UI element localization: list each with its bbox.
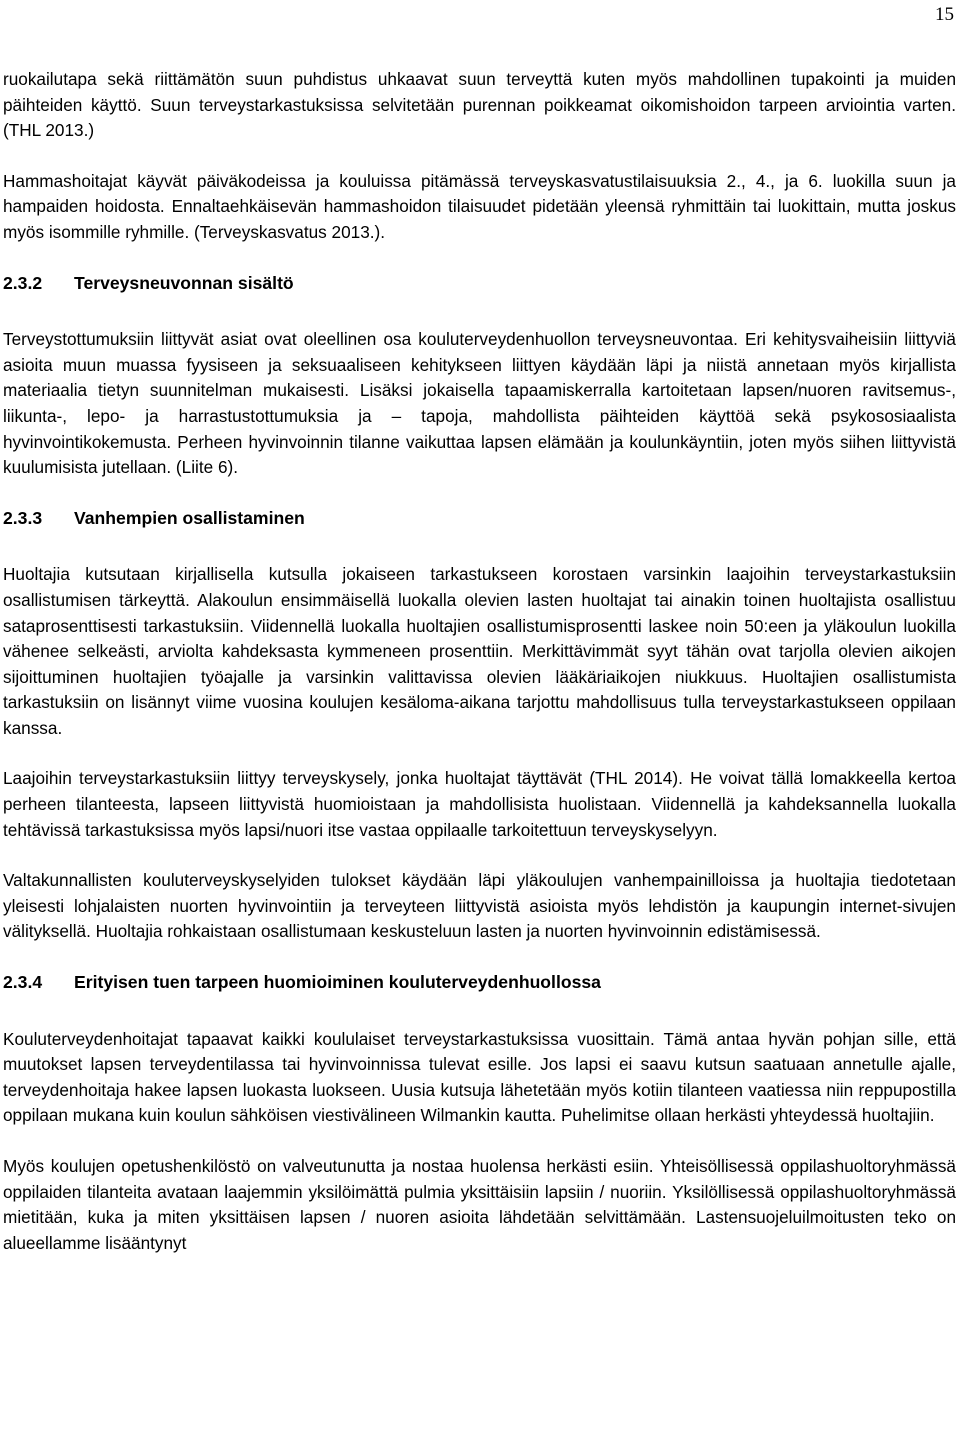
paragraph: Laajoihin terveystarkastuksiin liittyy terveyskysely, jonka huoltajat täyttävät (THL 2014). He voivat tällä lomakkeella kertoa perheen tilanteesta, lapseen liittyvistä huomioistaan ja mahdollisista huolistaan. Viidennellä ja kahdeksannella luokalla tehtävissä tarkastuksissa myös lapsi/nuori itse vastaa oppilaalle tarkoitettuun terveyskyselyyn. xyxy=(3,768,956,840)
paragraph: Huoltajia kutsutaan kirjallisella kutsulla jokaiseen tarkastukseen korostaen varsinkin laajoihin terveystarkastuksiin osallistumisen tärkeyttä. Alakoulun ensimmäisellä luokalla olevien lasten huoltajat tai ainakin toinen huoltajista osallistuu sataprosenttisesti tarkastuksiin. Viidennellä luokalla huoltajien osallistumisprosentti laskee noin 50:een ja yläkoulun luokilla vähenee selkeästi, arviolta kahdeksasta kymmeneen prosenttiin. Merkittävimmät syyt tähän ovat tarjolla olevien aikojen sijoittuminen huoltajien työajalle ja varsinkin valittavissa olevien lääkäriaikojen niukkuus. Huoltajien osallistumista tarkastuksiin on lisännyt viime vuosina koulujen kesäloma-aikana tarjottu mahdollisuus tulla terveystarkastukseen oppilaan kanssa. xyxy=(3,564,956,738)
section-heading-2-3-2 xyxy=(3,271,956,297)
section-number: 2.3.2 xyxy=(3,272,43,293)
paragraph: Myös koulujen opetushenkilöstö on valveutunutta ja nostaa huolensa herkästi esiin. Yhteisöllisessä oppilashuoltoryhmässä oppilaiden tilanteita avataan laajemmin yksilöimättä pulmia yksittäisiin lapsiin / nuoriin. Yksilöllisessä oppilashuoltoryhmässä mietitään, kuka ja miten yksittäisen lapsen / nuoren asioita lähdetään selvittämään. Lastensuojeluilmoitusten teko on alueellamme lisääntynyt xyxy=(3,1156,956,1253)
section-heading-2-3-4 xyxy=(3,970,956,996)
section-title: Terveysneuvonnan sisältö xyxy=(74,272,294,293)
section-number: 2.3.4 xyxy=(3,972,43,993)
section-title: Vanhempien osallistaminen xyxy=(74,507,305,528)
section-title: Erityisen tuen tarpeen huomioiminen kouluterveydenhuollossa xyxy=(74,972,601,993)
paragraph: Valtakunnallisten kouluterveyskyselyiden tulokset käydään läpi yläkoulujen vanhempainilloissa ja huoltajia tiedotetaan yleisesti lohjalaisten nuorten hyvinvointiin ja terveyteen liittyvistä asioista myös lehdistön ja kaupungin internet-sivujen välityksellä. Huoltajia rohkaistaan osallistumaan keskusteluun lasten ja nuorten hyvinvoinnin edistämisessä. xyxy=(3,870,956,942)
section-heading-2-3-3 xyxy=(3,506,956,532)
paragraph: Kouluterveydenhoitajat tapaavat kaikki koululaiset terveystarkastuksissa vuosittain. Tämä antaa hyvän pohjan sille, että muutokset lapsen terveydentilassa tai hyvinvoinnissa tulevat esille. Jos lapsi ei saavu kutsun saatuaan annetulle ajalle, terveydenhoitaja hakee lapsen luokasta luokseen. Uusia kutsuja lähetetään myös kotiin tilanteen vaatiessa niin reppupostilla oppilaan mukana kuin koulun sähköisen viestivälineen Wilmankin kautta. Puhelimitse ollaan herkästi yhteydessä huoltajiin. xyxy=(3,1028,956,1126)
paragraph: Terveystottumuksiin liittyvät asiat ovat oleellinen osa kouluterveydenhuollon terveysneuvontaa. Eri kehitysvaiheisiin liittyviä asioita muun muassa fyysiseen ja seksuaaliseen kehitykseen liittyen käydään läpi ja niistä annetaan myös kirjallista materiaalia tietyn suunnitelman mukaisesti. Lisäksi jokaisella tapaamiskerralla kartoitetaan lapsen/nuoren ravitsemus-, liikunta-, lepo- ja harrastustottumuksia ja – tapoja, mahdollista päihteiden käyttöä sekä psykososiaalista hyvinvointikokemusta. Perheen hyvinvoinnin tilanne vaikuttaa lapsen elämään ja koulunkäyntiin, joten myös siihen liittyvistä kuulumisista jutellaan. (Liite 6). xyxy=(3,329,956,478)
document-body xyxy=(3,67,956,1256)
section-number: 2.3.3 xyxy=(3,507,43,528)
page-number: 15 xyxy=(935,4,954,25)
paragraph: Hammashoitajat käyvät päiväkodeissa ja kouluissa pitämässä terveyskasvatustilaisuuksia 2., 4., ja 6. luokilla suun ja hampaiden hoidosta. Ennaltaehkäisevän hammashoidon tilaisuudet pidetään yleensä ryhmittäin tai luokittain, mutta joskus myös isommille ryhmille. (Terveyskasvatus 2013.). xyxy=(3,170,956,242)
paragraph: ruokailutapa sekä riittämätön suun puhdistus uhkaavat suun terveyttä kuten myös mahdollinen tupakointi ja muiden päihteiden käyttö. Suun terveystarkastuksissa selvitetään purennan poikkeamat oikomishoidon tarpeen arviointia varten. (THL 2013.) xyxy=(3,69,956,141)
